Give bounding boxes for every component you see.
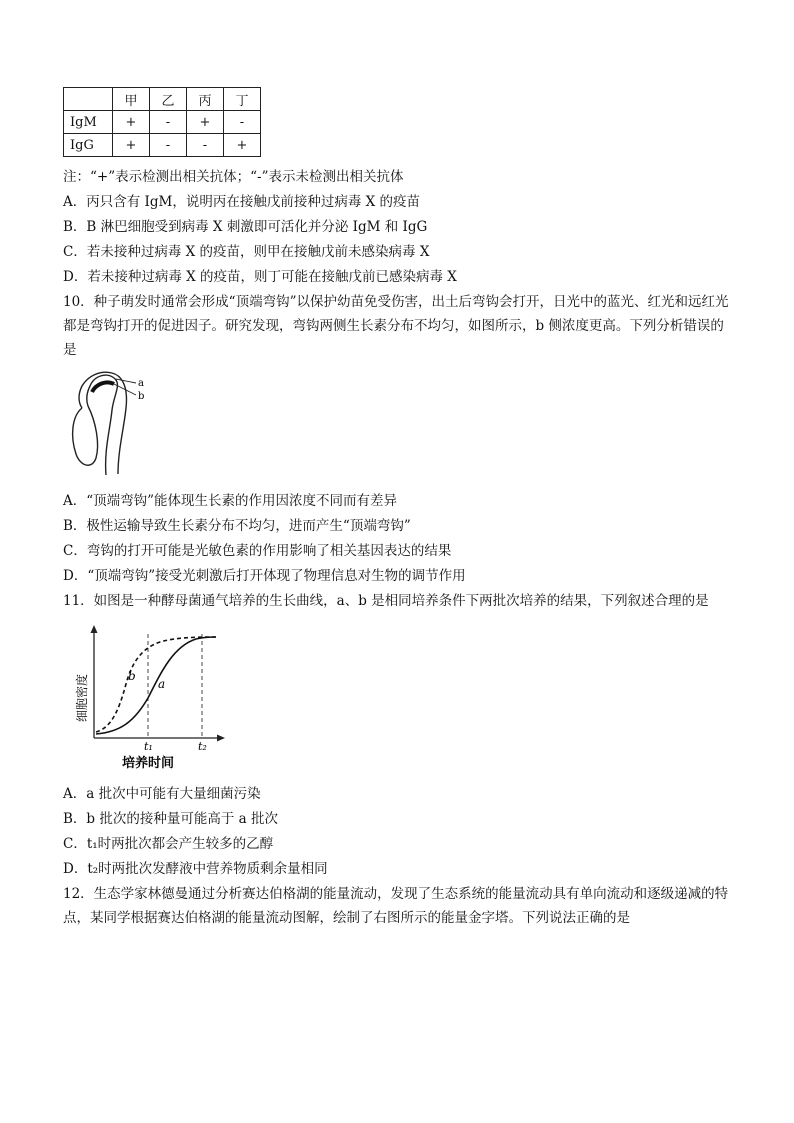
table-cell: - [187,134,224,157]
q11-option-b: B．b 批次的接种量可能高于 a 批次 [63,811,278,827]
x-axis-label: 培养时间 [122,756,175,771]
table-header-cell [64,88,113,111]
q9-option-d: D．若未接种过病毒 X 的疫苗，则丁可能在接触戊前已感染病毒 X [63,269,457,285]
label-b: b [138,391,145,402]
q9-option-a: A．丙只含有 IgM，说明丙在接触戊前接种过病毒 X 的疫苗 [63,194,421,210]
q12-stem: 12．生态学家林德曼通过分析赛达伯格湖的能量流动，发现了生态系统的能量流动具有单向流动和逐级递减的特点，某同学根据赛达伯格湖的能量流动图解，绘制了右图所示的能量金字塔。下列说法正确的是 [63,886,729,926]
q9-option-b: B．B 淋巴细胞受到病毒 X 刺激即可活化并分泌 IgM 和 IgG [63,219,428,235]
t2-label: t₂ [198,740,207,753]
table-row [64,111,261,134]
q10-option-a: A．“顶端弯钩”能体现生长素的作用因浓度不同而有差异 [63,493,398,509]
q11-option-d: D．t₂时两批次发酵液中营养物质剩余量相同 [63,861,328,877]
q9-option-c: C．若未接种过病毒 X 的疫苗，则甲在接触戊前未感染病毒 X [63,244,430,260]
q10-stem: 10．种子萌发时通常会形成“顶端弯钩”以保护幼苗免受伤害，出土后弯钩会打开，日光中的蓝光、红光和远红光都是弯钩打开的促进因子。研究发现，弯钩两侧生长素分布不均匀，如图所示，b 侧浓度更高。下列分析错误的是 [63,294,729,358]
q11-option-c: C．t₁时两批次都会产生较多的乙醇 [63,836,274,852]
table-cell: + [113,111,150,134]
table-cell: - [224,111,261,134]
row-label: IgM [64,111,113,134]
curve-b-label: b [128,669,136,683]
q10-option-c: C．弯钩的打开可能是光敏色素的作用影响了相关基因表达的结果 [63,543,452,559]
table-cell: + [187,111,224,134]
y-axis-label: 细胞密度 [75,673,89,722]
hypocotyl-hook-figure [66,370,156,480]
table-row [64,134,261,157]
table-cell: - [150,134,187,157]
q11-option-a: A．a 批次中可能有大量细菌污染 [63,786,261,802]
table-note: 注：“+”表示检测出相关抗体；“-”表示未检测出相关抗体 [63,169,404,185]
row-label: IgG [64,134,113,157]
q10-option-d: D．“顶端弯钩”接受光刺激后打开体现了物理信息对生物的调节作用 [63,568,466,584]
table-header-cell: 乙 [150,88,187,111]
curve-b [96,637,216,732]
yeast-growth-figure [70,622,230,772]
antibody-table [63,87,261,157]
table-cell: - [150,111,187,134]
table-cell: + [113,134,150,157]
table-header-cell: 丁 [224,88,261,111]
table-header-cell: 甲 [113,88,150,111]
q10-option-b: B．极性运输导致生长素分布不均匀，进而产生“顶端弯钩” [63,518,411,534]
label-a: a [138,378,144,389]
table-header-row [64,88,261,111]
table-cell: + [224,134,261,157]
q11-stem: 11．如图是一种酵母菌通气培养的生长曲线，a、b 是相同培养条件下两批次培养的结果，下列叙述合理的是 [63,593,709,609]
curve-a-label: a [158,677,166,691]
table-header-cell: 丙 [187,88,224,111]
curve-a [96,637,216,734]
t1-label: t₁ [144,740,153,753]
